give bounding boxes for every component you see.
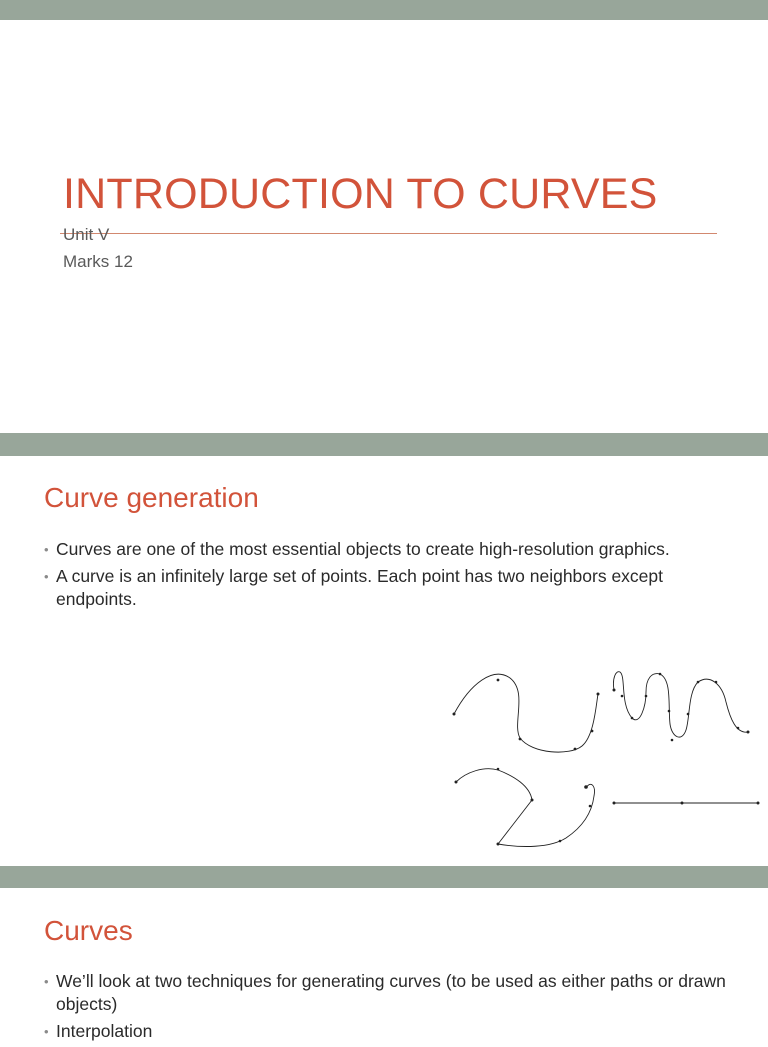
bullet-item: • Interpolation: [44, 1020, 734, 1043]
slide-curve-generation: [0, 456, 768, 866]
squiggle-curve: [613, 672, 748, 737]
bullet-item: • Curves are one of the most essential objects to create high-resolution graphics.: [44, 538, 734, 561]
slide-heading: Curves: [44, 915, 133, 946]
curve-point: [597, 693, 600, 696]
slide-title: [0, 20, 768, 433]
curve-point: [453, 713, 456, 716]
curve-point: [531, 799, 534, 802]
bullet-item: • A curve is an infinitely large set of points. Each point has two neighbors except endpoints.: [44, 565, 734, 611]
slide-curves: [0, 888, 768, 1041]
bullet-item: • We’ll look at two techniques for generating curves (to be used as either paths or drawn objects): [44, 970, 734, 1016]
curve-point: [737, 727, 740, 730]
curve-point: [589, 805, 592, 808]
slide-separator: [0, 433, 768, 456]
cusp-curve: [456, 769, 594, 847]
curve-point: [497, 843, 500, 846]
curve-point: [584, 785, 588, 789]
bullet-list: [44, 970, 734, 1047]
curve-point: [591, 730, 594, 733]
slide-heading: Curve generation: [44, 482, 259, 513]
curve-point: [687, 713, 690, 716]
curve-point: [715, 681, 718, 684]
curve-point: [613, 802, 616, 805]
curve-point: [681, 802, 684, 805]
curve-sketches-figure: [0, 456, 768, 866]
curve-point: [757, 802, 760, 805]
curve-point: [574, 748, 577, 751]
curve-point: [659, 673, 662, 676]
curve-point: [613, 689, 616, 692]
top-band: [0, 0, 768, 20]
curve-point: [671, 739, 674, 742]
curve-point: [559, 840, 562, 843]
curve-point: [455, 781, 458, 784]
unit-label: Unit V: [63, 225, 110, 244]
curve-point: [621, 695, 624, 698]
s-curve: [454, 674, 598, 752]
curve-point: [497, 679, 500, 682]
marks-label: Marks 12: [63, 252, 133, 271]
title-underline: [60, 233, 717, 234]
presentation-title: INTRODUCTION TO CURVES: [63, 170, 658, 218]
curve-point: [697, 681, 700, 684]
curve-point: [645, 695, 648, 698]
curve-point: [631, 717, 634, 720]
slide-separator: [0, 866, 768, 888]
curve-point: [497, 768, 500, 771]
curve-point: [747, 731, 750, 734]
curve-point: [519, 738, 522, 741]
curve-point: [668, 710, 671, 713]
